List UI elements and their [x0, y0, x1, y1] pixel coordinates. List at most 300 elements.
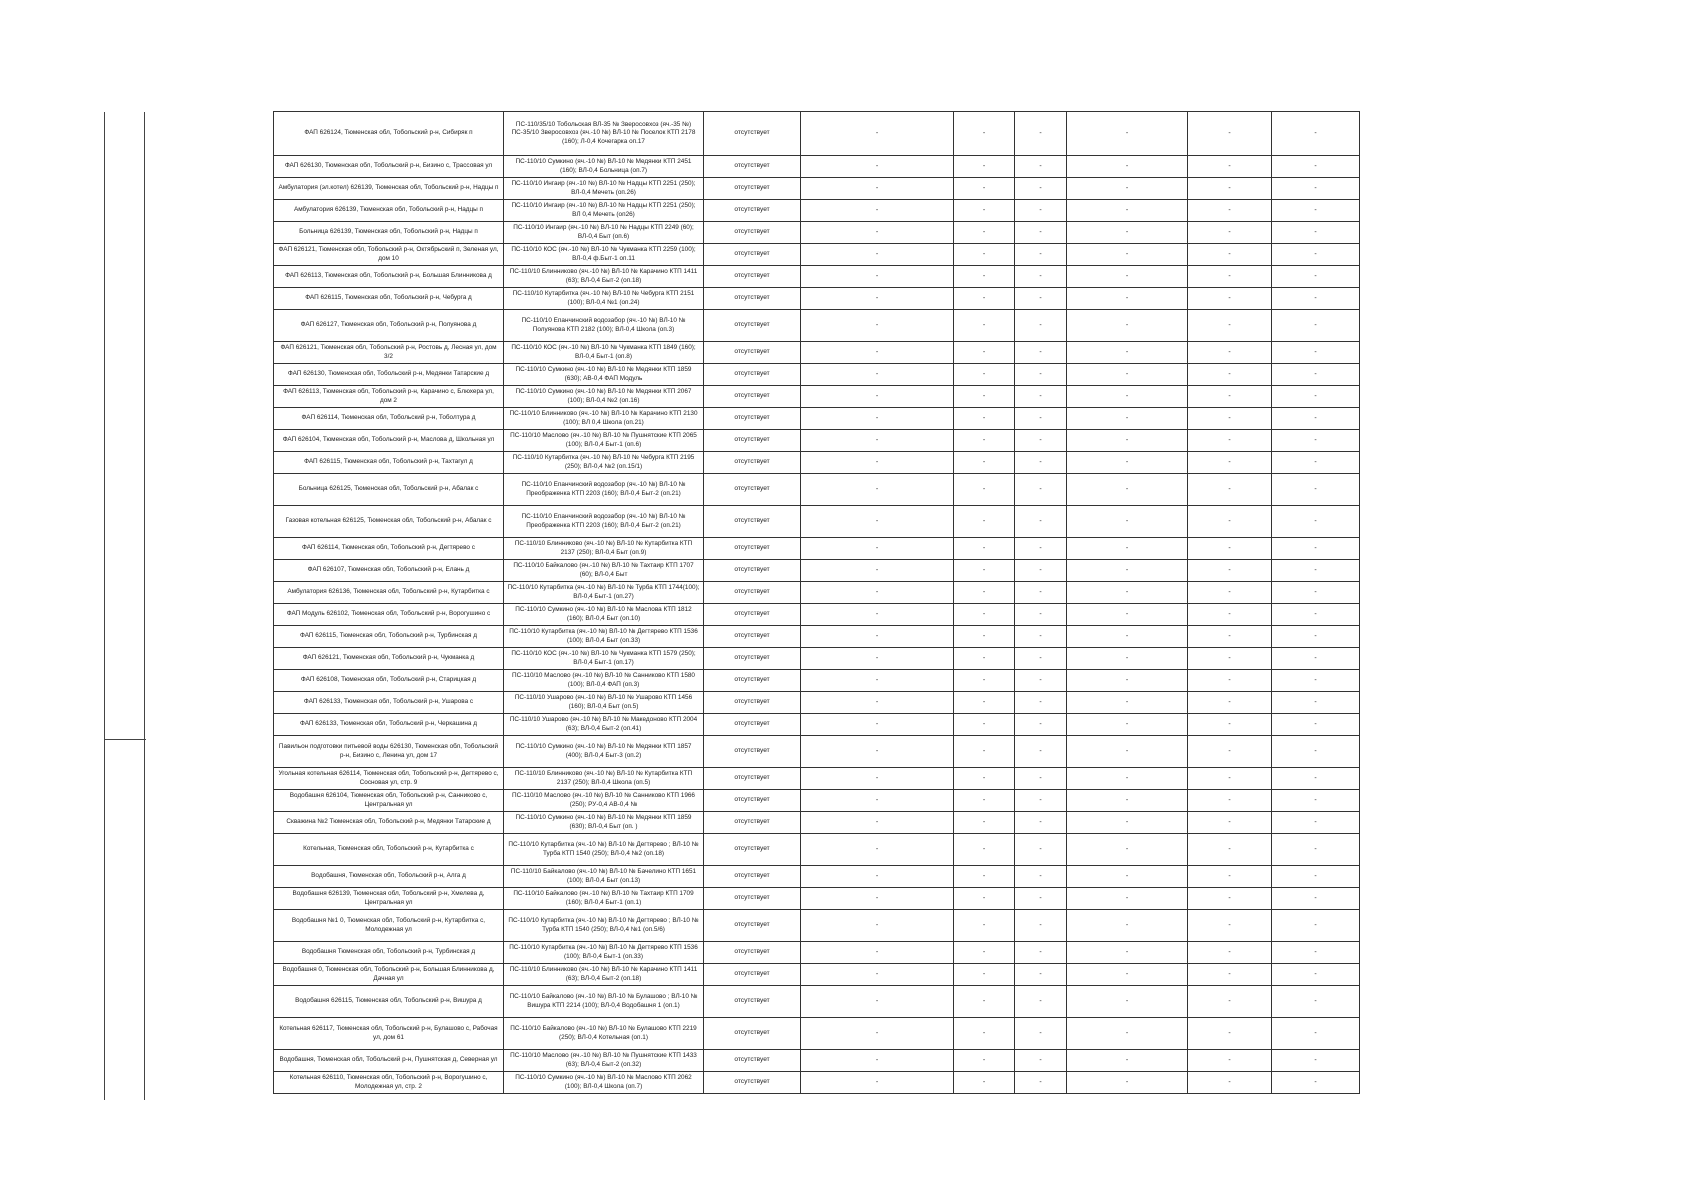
status-cell: отсутствует: [704, 670, 801, 692]
value-cell-1: -: [801, 812, 954, 834]
value-cell-2: -: [954, 560, 1015, 582]
table-row: [274, 626, 1360, 648]
value-cell-5: -: [1188, 714, 1272, 736]
value-cell-3: -: [1015, 768, 1067, 790]
value-cell-1: -: [801, 288, 954, 310]
status-cell: отсутствует: [704, 986, 801, 1018]
value-cell-3: -: [1015, 604, 1067, 626]
value-cell-4: -: [1067, 834, 1188, 866]
supply-scheme-cell: ПС-110/10 Блинниково (яч.-10 №) ВЛ-10 № Карачино КТП 2130 (100); ВЛ 0,4 Школа (оп.21): [504, 408, 704, 430]
value-cell-4: -: [1067, 430, 1188, 452]
value-cell-4: -: [1067, 474, 1188, 506]
value-cell-5: -: [1188, 942, 1272, 964]
table-row: [274, 288, 1360, 310]
supply-scheme-cell: ПС-110/10 Маслово (яч.-10 №) ВЛ-10 № Санниково КТП 1580 (100); ВЛ-0,4 ФАП (оп.3): [504, 670, 704, 692]
status-cell: отсутствует: [704, 812, 801, 834]
table-row: [274, 866, 1360, 888]
status-cell: отсутствует: [704, 910, 801, 942]
value-cell-2: -: [954, 942, 1015, 964]
supply-scheme-cell: ПС-110/10 Блинниково (яч.-10 №) ВЛ-10 № Кутарбитка КТП 2137 (250); ВЛ-0,4 Быт (оп.9): [504, 538, 704, 560]
value-cell-6: -: [1272, 200, 1360, 222]
supply-scheme-cell: ПС-110/10 Кутарбитка (яч.-10 №) ВЛ-10 № Дегтярево ; ВЛ-10 № Турба КТП 1540 (250); ВЛ-0,4 №1 (оп.5/6): [504, 910, 704, 942]
status-cell: отсутствует: [704, 604, 801, 626]
value-cell-4: -: [1067, 910, 1188, 942]
status-cell: отсутствует: [704, 790, 801, 812]
value-cell-3: -: [1015, 386, 1067, 408]
value-cell-3: -: [1015, 156, 1067, 178]
value-cell-4: -: [1067, 244, 1188, 266]
table-row: [274, 1018, 1360, 1050]
table-row: [274, 112, 1360, 156]
value-cell-5: -: [1188, 288, 1272, 310]
value-cell-4: -: [1067, 986, 1188, 1018]
table-row: [274, 364, 1360, 386]
value-cell-4: -: [1067, 560, 1188, 582]
value-cell-2: -: [954, 736, 1015, 768]
value-cell-6: -: [1272, 430, 1360, 452]
object-cell: Амбулатория (эл.котел) 626139, Тюменская обл, Тобольский р-н, Надцы п: [274, 178, 504, 200]
value-cell-1: -: [801, 560, 954, 582]
supply-scheme-cell: ПС-110/10 Епанчинский водозабор (яч.-10 №) ВЛ-10 № Полуянова КТП 2182 (100); ВЛ-0,4 Школа (оп.3): [504, 310, 704, 342]
value-cell-3: -: [1015, 692, 1067, 714]
value-cell-3: -: [1015, 452, 1067, 474]
value-cell-1: -: [801, 834, 954, 866]
value-cell-1: -: [801, 986, 954, 1018]
supply-scheme-cell: ПС-110/10 Ингаир (яч.-10 №) ВЛ-10 № Надцы КТП 2251 (250); ВЛ 0,4 Мечеть (оп26): [504, 200, 704, 222]
value-cell-6: -: [1272, 812, 1360, 834]
value-cell-3: -: [1015, 430, 1067, 452]
value-cell-2: -: [954, 834, 1015, 866]
value-cell-5: -: [1188, 910, 1272, 942]
value-cell-4: -: [1067, 200, 1188, 222]
value-cell-6: -: [1272, 888, 1360, 910]
table-body: [274, 112, 1360, 1094]
object-cell: ФАП 626113, Тюменская обл, Тобольский р-н, Карачино с, Блюхера ул, дом 2: [274, 386, 504, 408]
value-cell-5: -: [1188, 692, 1272, 714]
value-cell-6: -: [1272, 942, 1360, 964]
value-cell-4: -: [1067, 648, 1188, 670]
value-cell-1: -: [801, 222, 954, 244]
value-cell-1: -: [801, 310, 954, 342]
status-cell: отсутствует: [704, 386, 801, 408]
value-cell-4: -: [1067, 408, 1188, 430]
value-cell-3: -: [1015, 670, 1067, 692]
supply-scheme-cell: ПС-110/10 Байкалово (яч.-10 №) ВЛ-10 № Бачелино КТП 1651 (100); ВЛ-0,4 Быт (оп.13): [504, 866, 704, 888]
value-cell-1: -: [801, 1072, 954, 1094]
value-cell-5: -: [1188, 364, 1272, 386]
status-cell: отсутствует: [704, 430, 801, 452]
status-cell: отсутствует: [704, 200, 801, 222]
value-cell-3: -: [1015, 266, 1067, 288]
value-cell-1: -: [801, 626, 954, 648]
table-row: [274, 452, 1360, 474]
table-row: [274, 604, 1360, 626]
value-cell-2: -: [954, 1050, 1015, 1072]
object-cell: ФАП 626113, Тюменская обл, Тобольский р-н, Большая Блинникова д: [274, 266, 504, 288]
status-cell: отсутствует: [704, 288, 801, 310]
value-cell-2: -: [954, 222, 1015, 244]
value-cell-2: -: [954, 178, 1015, 200]
value-cell-4: -: [1067, 506, 1188, 538]
object-cell: Больница 626139, Тюменская обл, Тобольский р-н, Надцы п: [274, 222, 504, 244]
value-cell-6: -: [1272, 266, 1360, 288]
object-cell: ФАП 626121, Тюменская обл, Тобольский р-н, Чукманка д: [274, 648, 504, 670]
value-cell-2: -: [954, 888, 1015, 910]
value-cell-5: -: [1188, 452, 1272, 474]
status-cell: отсутствует: [704, 964, 801, 986]
value-cell-1: -: [801, 582, 954, 604]
value-cell-5: -: [1188, 812, 1272, 834]
value-cell-6: -: [1272, 582, 1360, 604]
value-cell-6: -: [1272, 692, 1360, 714]
table-row: [274, 986, 1360, 1018]
value-cell-5: -: [1188, 1050, 1272, 1072]
object-cell: Котельная, Тюменская обл, Тобольский р-н, Кутарбитка с: [274, 834, 504, 866]
value-cell-6: -: [1272, 670, 1360, 692]
value-cell-6: -: [1272, 452, 1360, 474]
table-row: [274, 964, 1360, 986]
value-cell-3: -: [1015, 310, 1067, 342]
value-cell-6: -: [1272, 288, 1360, 310]
value-cell-3: -: [1015, 200, 1067, 222]
value-cell-6: -: [1272, 714, 1360, 736]
value-cell-6: -: [1272, 474, 1360, 506]
value-cell-1: -: [801, 692, 954, 714]
object-cell: Амбулатория 626139, Тюменская обл, Тобольский р-н, Надцы п: [274, 200, 504, 222]
value-cell-4: -: [1067, 222, 1188, 244]
value-cell-5: -: [1188, 538, 1272, 560]
value-cell-4: -: [1067, 790, 1188, 812]
table-row: [274, 506, 1360, 538]
value-cell-5: -: [1188, 790, 1272, 812]
value-cell-6: -: [1272, 342, 1360, 364]
value-cell-3: -: [1015, 812, 1067, 834]
table-row: [274, 1050, 1360, 1072]
value-cell-1: -: [801, 178, 954, 200]
value-cell-2: -: [954, 714, 1015, 736]
value-cell-3: -: [1015, 1050, 1067, 1072]
table-row: [274, 736, 1360, 768]
status-cell: отсутствует: [704, 1072, 801, 1094]
value-cell-5: -: [1188, 888, 1272, 910]
value-cell-5: -: [1188, 1072, 1272, 1094]
data-table: [273, 111, 1360, 1094]
value-cell-4: -: [1067, 604, 1188, 626]
supply-scheme-cell: ПС-110/10 Ингаир (яч.-10 №) ВЛ-10 № Надцы КТП 2249 (60); ВЛ-0,4 Быт (оп.6): [504, 222, 704, 244]
value-cell-6: -: [1272, 964, 1360, 986]
value-cell-5: -: [1188, 604, 1272, 626]
value-cell-1: -: [801, 452, 954, 474]
object-cell: Водобашня 626115, Тюменская обл, Тобольский р-н, Вишура д: [274, 986, 504, 1018]
value-cell-5: -: [1188, 834, 1272, 866]
status-cell: отсутствует: [704, 342, 801, 364]
supply-scheme-cell: ПС-110/10 Ушарово (яч.-10 №) ВЛ-10 № Македоново КТП 2004 (63); ВЛ-0,4 Быт-2 (оп.41): [504, 714, 704, 736]
value-cell-2: -: [954, 112, 1015, 156]
supply-scheme-cell: ПС-110/10 Блинниково (яч.-10 №) ВЛ-10 № Кутарбитка КТП 2137 (250); ВЛ-0,4 Школа (оп.5): [504, 768, 704, 790]
supply-scheme-cell: ПС-110/10 Кутарбитка (яч.-10 №) ВЛ-10 № Чебурга КТП 2151 (100); ВЛ-0,4 №1 (оп.24): [504, 288, 704, 310]
value-cell-4: -: [1067, 112, 1188, 156]
object-cell: ФАП 626133, Тюменская обл, Тобольский р-н, Черкашина д: [274, 714, 504, 736]
value-cell-4: -: [1067, 942, 1188, 964]
value-cell-2: -: [954, 288, 1015, 310]
value-cell-2: -: [954, 386, 1015, 408]
value-cell-1: -: [801, 342, 954, 364]
value-cell-4: -: [1067, 888, 1188, 910]
table-row: [274, 582, 1360, 604]
value-cell-3: -: [1015, 582, 1067, 604]
value-cell-4: -: [1067, 342, 1188, 364]
value-cell-6: -: [1272, 538, 1360, 560]
value-cell-1: -: [801, 768, 954, 790]
value-cell-5: -: [1188, 560, 1272, 582]
object-cell: ФАП 626133, Тюменская обл, Тобольский р-н, Ушарова с: [274, 692, 504, 714]
supply-scheme-cell: ПС-110/10 Сумкино (яч.-10 №) ВЛ-10 № Медянки КТП 1859 (630); ВЛ-0,4 Быт (оп. ): [504, 812, 704, 834]
value-cell-1: -: [801, 408, 954, 430]
supply-scheme-cell: ПС-110/10 Ингаир (яч.-10 №) ВЛ-10 № Надцы КТП 2251 (250); ВЛ-0,4 Мечеть (оп.26): [504, 178, 704, 200]
value-cell-1: -: [801, 964, 954, 986]
value-cell-6: -: [1272, 156, 1360, 178]
value-cell-3: -: [1015, 790, 1067, 812]
value-cell-5: -: [1188, 342, 1272, 364]
value-cell-6: -: [1272, 560, 1360, 582]
value-cell-6: -: [1272, 506, 1360, 538]
table-row: [274, 560, 1360, 582]
value-cell-2: -: [954, 156, 1015, 178]
value-cell-5: -: [1188, 266, 1272, 288]
value-cell-3: -: [1015, 364, 1067, 386]
supply-scheme-cell: ПС-110/10 Сумкино (яч.-10 №) ВЛ-10 № Медянки КТП 2451 (160); ВЛ-0,4 Больница (оп.7): [504, 156, 704, 178]
value-cell-4: -: [1067, 866, 1188, 888]
table-row: [274, 910, 1360, 942]
value-cell-1: -: [801, 112, 954, 156]
value-cell-4: -: [1067, 310, 1188, 342]
value-cell-5: -: [1188, 178, 1272, 200]
value-cell-6: -: [1272, 648, 1360, 670]
value-cell-3: -: [1015, 626, 1067, 648]
value-cell-5: -: [1188, 156, 1272, 178]
value-cell-2: -: [954, 604, 1015, 626]
value-cell-4: -: [1067, 178, 1188, 200]
table-row: [274, 714, 1360, 736]
value-cell-2: -: [954, 986, 1015, 1018]
value-cell-4: -: [1067, 364, 1188, 386]
value-cell-5: -: [1188, 474, 1272, 506]
value-cell-2: -: [954, 244, 1015, 266]
value-cell-5: -: [1188, 386, 1272, 408]
value-cell-3: -: [1015, 506, 1067, 538]
value-cell-3: -: [1015, 222, 1067, 244]
left-border-lines: [104, 112, 146, 1100]
object-cell: ФАП 626114, Тюменская обл, Тобольский р-н, Тоболтура д: [274, 408, 504, 430]
supply-scheme-cell: ПС-110/10 Маслово (яч.-10 №) ВЛ-10 № Пушнятские КТП 1433 (63); ВЛ-0,4 Быт-2 (оп.32): [504, 1050, 704, 1072]
object-cell: Газовая котельная 626125, Тюменская обл, Тобольский р-н, Абалак с: [274, 506, 504, 538]
value-cell-6: -: [1272, 178, 1360, 200]
value-cell-4: -: [1067, 812, 1188, 834]
value-cell-6: -: [1272, 986, 1360, 1018]
supply-scheme-cell: ПС-110/10 Кутарбитка (яч.-10 №) ВЛ-10 № Дегтярево КТП 1536 (100); ВЛ-0,4 Быт-1 (оп.33): [504, 942, 704, 964]
object-cell: ФАП 626130, Тюменская обл, Тобольский р-н, Медянки Татарские д: [274, 364, 504, 386]
value-cell-5: -: [1188, 626, 1272, 648]
value-cell-2: -: [954, 266, 1015, 288]
value-cell-2: -: [954, 474, 1015, 506]
value-cell-2: -: [954, 812, 1015, 834]
table-row: [274, 768, 1360, 790]
value-cell-2: -: [954, 790, 1015, 812]
value-cell-4: -: [1067, 1018, 1188, 1050]
value-cell-3: -: [1015, 474, 1067, 506]
object-cell: Павильон подготовки питьевой воды 626130, Тюменская обл, Тобольский р-н, Бизино с, Ленина ул, дом 17: [274, 736, 504, 768]
value-cell-5: -: [1188, 866, 1272, 888]
supply-scheme-cell: ПС-110/10 Кутарбитка (яч.-10 №) ВЛ-10 № Чебурга КТП 2195 (250); ВЛ-0,4 №2 (оп.15/1): [504, 452, 704, 474]
value-cell-1: -: [801, 790, 954, 812]
status-cell: отсутствует: [704, 1018, 801, 1050]
value-cell-6: -: [1272, 386, 1360, 408]
supply-scheme-cell: ПС-110/10 Маслово (яч.-10 №) ВЛ-10 № Пушнятские КТП 2065 (100); ВЛ-0,4 Быт-1 (оп.6): [504, 430, 704, 452]
value-cell-2: -: [954, 768, 1015, 790]
value-cell-1: -: [801, 670, 954, 692]
supply-scheme-cell: ПС-110/10 Блинниково (яч.-10 №) ВЛ-10 № Карачино КТП 1411 (63); ВЛ-0,4 Быт-2 (оп.18): [504, 266, 704, 288]
value-cell-5: -: [1188, 670, 1272, 692]
value-cell-6: -: [1272, 244, 1360, 266]
table-row: [274, 200, 1360, 222]
value-cell-2: -: [954, 648, 1015, 670]
table-row: [274, 1072, 1360, 1094]
value-cell-3: -: [1015, 244, 1067, 266]
supply-scheme-cell: ПС-110/10 Сумкино (яч.-10 №) ВЛ-10 № Маслово КТП 2062 (100); ВЛ-0,4 Школа (оп.7): [504, 1072, 704, 1094]
value-cell-3: -: [1015, 112, 1067, 156]
supply-scheme-cell: ПС-110/10 Байкалово (яч.-10 №) ВЛ-10 № Булашово КТП 2219 (250); ВЛ-0,4 Котельная (оп.1): [504, 1018, 704, 1050]
value-cell-2: -: [954, 538, 1015, 560]
status-cell: отсутствует: [704, 112, 801, 156]
value-cell-3: -: [1015, 178, 1067, 200]
value-cell-5: -: [1188, 244, 1272, 266]
value-cell-3: -: [1015, 736, 1067, 768]
status-cell: отсутствует: [704, 506, 801, 538]
value-cell-5: -: [1188, 1018, 1272, 1050]
value-cell-3: -: [1015, 942, 1067, 964]
value-cell-5: -: [1188, 200, 1272, 222]
value-cell-6: -: [1272, 1050, 1360, 1072]
value-cell-4: -: [1067, 626, 1188, 648]
table-row: [274, 408, 1360, 430]
value-cell-1: -: [801, 648, 954, 670]
value-cell-2: -: [954, 1018, 1015, 1050]
table-row: [274, 538, 1360, 560]
table-row: [274, 834, 1360, 866]
object-cell: Скважина №2 Тюменская обл, Тобольский р-н, Медянки Татарские д: [274, 812, 504, 834]
value-cell-2: -: [954, 910, 1015, 942]
value-cell-1: -: [801, 604, 954, 626]
value-cell-5: -: [1188, 408, 1272, 430]
status-cell: отсутствует: [704, 266, 801, 288]
table-row: [274, 178, 1360, 200]
value-cell-6: -: [1272, 1072, 1360, 1094]
value-cell-4: -: [1067, 1072, 1188, 1094]
value-cell-2: -: [954, 452, 1015, 474]
value-cell-1: -: [801, 474, 954, 506]
value-cell-6: -: [1272, 768, 1360, 790]
value-cell-4: -: [1067, 156, 1188, 178]
value-cell-6: -: [1272, 112, 1360, 156]
table-row: [274, 266, 1360, 288]
value-cell-3: -: [1015, 342, 1067, 364]
value-cell-4: -: [1067, 538, 1188, 560]
supply-scheme-cell: ПС-110/10 Сумкино (яч.-10 №) ВЛ-10 № Маслова КТП 1812 (160); ВЛ-0,4 Быт (оп.10): [504, 604, 704, 626]
table-row: [274, 812, 1360, 834]
status-cell: отсутствует: [704, 474, 801, 506]
value-cell-4: -: [1067, 1050, 1188, 1072]
status-cell: отсутствует: [704, 222, 801, 244]
status-cell: отсутствует: [704, 408, 801, 430]
status-cell: отсутствует: [704, 560, 801, 582]
value-cell-3: -: [1015, 538, 1067, 560]
value-cell-2: -: [954, 626, 1015, 648]
table-row: [274, 310, 1360, 342]
value-cell-1: -: [801, 1018, 954, 1050]
supply-scheme-cell: ПС-110/10 КОС (яч.-10 №) ВЛ-10 № Чукманка КТП 2259 (100); ВЛ-0,4 ф.Быт-1 оп.11: [504, 244, 704, 266]
value-cell-5: -: [1188, 648, 1272, 670]
supply-scheme-cell: ПС-110/10 Сумкино (яч.-10 №) ВЛ-10 № Медянки КТП 1859 (630); АВ-0,4 ФАП Модуль: [504, 364, 704, 386]
object-cell: ФАП 626127, Тюменская обл, Тобольский р-н, Полуянова д: [274, 310, 504, 342]
value-cell-2: -: [954, 430, 1015, 452]
supply-scheme-cell: ПС-110/10 Епанчинский водозабор (яч.-10 №) ВЛ-10 № Преображенка КТП 2203 (160); ВЛ-0,4 Быт-2 (оп.21): [504, 506, 704, 538]
object-cell: Водобашня 0, Тюменская обл, Тобольский р-н, Большая Блинникова д, Дачная ул: [274, 964, 504, 986]
value-cell-3: -: [1015, 288, 1067, 310]
status-cell: отсутствует: [704, 736, 801, 768]
status-cell: отсутствует: [704, 692, 801, 714]
value-cell-2: -: [954, 200, 1015, 222]
value-cell-2: -: [954, 582, 1015, 604]
value-cell-1: -: [801, 386, 954, 408]
value-cell-6: -: [1272, 736, 1360, 768]
supply-scheme-cell: ПС-110/10 Байкалово (яч.-10 №) ВЛ-10 № Тахтаир КТП 1707 (60); ВЛ-0,4 Быт: [504, 560, 704, 582]
value-cell-3: -: [1015, 648, 1067, 670]
value-cell-5: -: [1188, 506, 1272, 538]
value-cell-3: -: [1015, 986, 1067, 1018]
supply-scheme-cell: ПС-110/10 Сумкино (яч.-10 №) ВЛ-10 № Медянки КТП 2067 (100); ВЛ-0,4 №2 (оп.16): [504, 386, 704, 408]
value-cell-5: -: [1188, 768, 1272, 790]
value-cell-1: -: [801, 866, 954, 888]
value-cell-4: -: [1067, 288, 1188, 310]
object-cell: ФАП 626115, Тюменская обл, Тобольский р-н, Тахтагул д: [274, 452, 504, 474]
supply-scheme-cell: ПС-110/10 Кутарбитка (яч.-10 №) ВЛ-10 № Дегтярево ; ВЛ-10 № Турба КТП 1540 (250); ВЛ-0,4 №2 (оп.18): [504, 834, 704, 866]
value-cell-4: -: [1067, 452, 1188, 474]
value-cell-1: -: [801, 1050, 954, 1072]
value-cell-6: -: [1272, 408, 1360, 430]
object-cell: ФАП 626107, Тюменская обл, Тобольский р-н, Елань д: [274, 560, 504, 582]
value-cell-6: -: [1272, 364, 1360, 386]
status-cell: отсутствует: [704, 942, 801, 964]
value-cell-2: -: [954, 342, 1015, 364]
value-cell-5: -: [1188, 582, 1272, 604]
value-cell-2: -: [954, 1072, 1015, 1094]
object-cell: Котельная 626117, Тюменская обл, Тобольский р-н, Булашово с, Рабочая ул, дом 61: [274, 1018, 504, 1050]
status-cell: отсутствует: [704, 364, 801, 386]
object-cell: ФАП 626121, Тюменская обл, Тобольский р-н, Октябрьский п, Зеленая ул, дом 10: [274, 244, 504, 266]
status-cell: отсутствует: [704, 768, 801, 790]
status-cell: отсутствует: [704, 834, 801, 866]
object-cell: ФАП 626124, Тюменская обл, Тобольский р-н, Сибиряк п: [274, 112, 504, 156]
value-cell-5: -: [1188, 736, 1272, 768]
object-cell: Котельная 626110, Тюменская обл, Тобольский р-н, Ворогушино с, Молодежная ул, стр. 2: [274, 1072, 504, 1094]
table-row: [274, 942, 1360, 964]
table-row: [274, 244, 1360, 266]
value-cell-6: -: [1272, 626, 1360, 648]
value-cell-4: -: [1067, 386, 1188, 408]
object-cell: Водобашня, Тюменская обл, Тобольский р-н, Пушнятская д, Северная ул: [274, 1050, 504, 1072]
value-cell-1: -: [801, 266, 954, 288]
value-cell-1: -: [801, 244, 954, 266]
